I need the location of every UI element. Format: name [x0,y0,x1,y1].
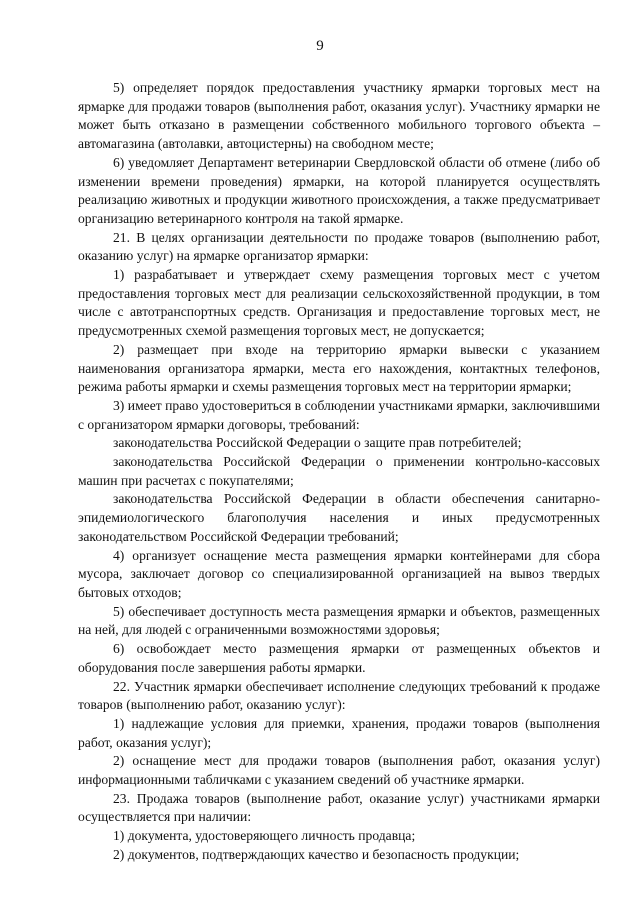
paragraph-21-1: 1) разрабатывает и утверждает схему размещения торговых мест с учетом предоставления торговых мест для реализации сельскохозяйственной продукции, в том числе с автотранспортных средств. Организация и предоставление торговых мест, не предусмотренных схемой размещения торговых мест, не допускается; [78,267,600,339]
paragraph-21-3: 3) имеет право удостовериться в соблюдении участниками ярмарки, заключившими с организатором ярмарки договоры, требований: [78,397,600,432]
paragraph-21-5: 5) обеспечивает доступность места размещения ярмарки и объектов, размещенных на ней, для людей с ограниченными возможностями здоровья; [78,603,600,638]
paragraph-23-2: 2) документов, подтверждающих качество и безопасность продукции; [113,846,520,862]
paragraph-21-3-sanitary-law: законодательства Российской Федерации в области обеспечения санитарно-эпидемиологического благополучия населения и иных предусмотренных законодательством Российской Федерации требований; [78,491,600,544]
paragraph-21-2: 2) размещает при входе на территорию ярмарки вывески с указанием наименования организатора ярмарки, места его нахождения, контактных телефонов, режима работы ярмарки и схемы размещения торговых мест на территории ярмарки; [78,341,600,395]
paragraph-22: 22. Участник ярмарки обеспечивает исполнение следующих требований к продаже товаров (выполнению работ, оказанию услуг): [78,678,600,713]
page-number: 9 [316,38,324,54]
paragraph-22-2: 2) оснащение мест для продажи товаров (выполнения работ, оказания услуг) информационными табличками с указанием сведений об участнике ярмарки. [78,753,600,788]
paragraph-23-1: 1) документа, удостоверяющего личность продавца; [113,828,416,844]
paragraph-20-6: 6) уведомляет Департамент ветеринарии Свердловской области об отмене (либо об изменении времени проведения) ярмарки, на которой планируется осуществлять реализацию животных и продукции животного происхождения, а также предусматривает организацию ветеринарного контроля на такой ярмарке. [78,154,600,226]
paragraph-21: 21. В целях организации деятельности по продаже товаров (выполнению работ, оказанию услуг) на ярмарке организатор ярмарки: [78,229,600,264]
paragraph-21-6: 6) освобождает место размещения ярмарки от размещенных объектов и оборудования после завершения работы ярмарки. [78,641,600,675]
paragraph-20-5: 5) определяет порядок предоставления участнику ярмарки торговых мест на ярмарке для продажи товаров (выполнения работ, оказания услуг). Участнику ярмарки не может быть отказано в размещении собственного мобильного торгового объекта – автомагазина (автолавки, автоцистерны) на свободном месте; [78,80,600,152]
paragraph-22-1: 1) надлежащие условия для приемки, хранения, продажи товаров (выполнения работ, оказания услуг); [78,715,600,750]
document-body [78,79,600,865]
paragraph-21-3-cash-register-law: законодательства Российской Федерации о применении контрольно-кассовых машин при расчетах с покупателями; [78,454,600,488]
paragraph-23: 23. Продажа товаров (выполнение работ, оказание услуг) участниками ярмарки осуществляется при наличии: [78,790,600,825]
paragraph-21-4: 4) организует оснащение места размещения ярмарки контейнерами для сбора мусора, заключает договор со специализированной организацией на вывоз твердых бытовых отходов; [78,547,600,600]
paragraph-21-3-consumer-law: законодательства Российской Федерации о защите прав потребителей; [113,435,522,451]
